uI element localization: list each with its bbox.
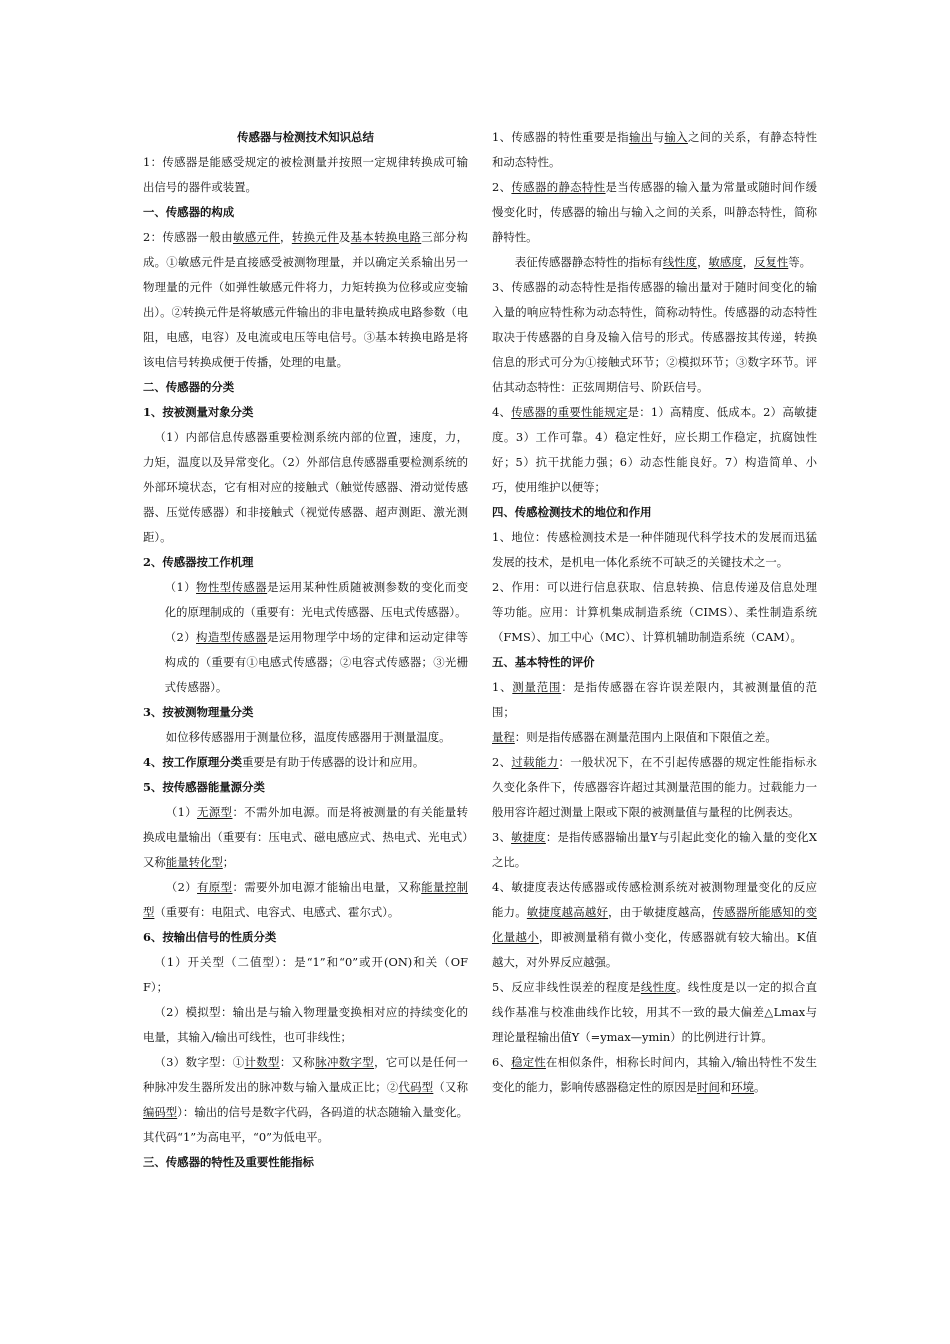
text-run: 重要是有助于传感器的设计和应用。 xyxy=(242,755,425,769)
paragraph xyxy=(143,1000,468,1050)
text-run: （2） xyxy=(164,630,197,644)
section-heading xyxy=(143,400,468,425)
text-run: ， xyxy=(280,230,292,244)
text-run: （重要有：电阻式、电容式、电感式、霍尔式）。 xyxy=(154,905,400,919)
underlined-term: 环境 xyxy=(731,1080,755,1094)
text-run: （又称 xyxy=(433,1080,468,1094)
paragraph xyxy=(492,975,817,1050)
text-run: （2） xyxy=(165,880,198,894)
text-run: （2）模拟型：输出是与输入物理量变换相对应的持续变化的电量，其输入/输出可线性，也可非线性； xyxy=(143,1005,468,1044)
paragraph xyxy=(143,950,468,1000)
text-run: ：需要外加电源才能输出电量，又称 xyxy=(232,880,422,894)
text-run: 4、敏捷度表达传感器或传感检测系统对被测物理量变化的反应能力。 xyxy=(492,880,817,919)
text-run: ，它可以是任何一种脉冲发生器所发出的脉冲数与输入量成正比；② xyxy=(143,1055,468,1094)
section-heading xyxy=(492,650,817,675)
section-heading xyxy=(143,1150,468,1175)
text-run: 2、 xyxy=(492,755,512,769)
text-run: 3、传感器的动态特性是指传感器的输出量对于随时间变化的输入量的响应特性称为动态特性，简称动特性。传感器的动态特性取决于传感器的自身及输入信号的形式。传感器按其传递，转换信息的形式可分为①接触式环节；②模拟环节；③数字环节。评估其动态特性：正弦周期信号、阶跃信号。 xyxy=(492,280,817,394)
text-run: 5、按传感器能量源分类 xyxy=(143,780,265,794)
text-run: 三、传感器的特性及重要性能指标 xyxy=(143,1155,314,1169)
text-run: 。线性度是以一定的拟合直线作基准与校准曲线作比较，用其不一致的最大偏差△Lmax与理论量程输出值Y（=ymax—ymin）的比例进行计算。 xyxy=(492,980,817,1044)
section-heading xyxy=(143,925,468,950)
text-run: 1、地位：传感检测技术是一种伴随现代科学技术的发展而迅猛发展的技术，是机电一体化系统不可缺乏的关键技术之一。 xyxy=(492,530,817,569)
paragraph xyxy=(492,275,817,400)
text-run: （1）内部信息传感器重要检测系统内部的位置，速度，力，力矩，温度以及异常变化。（2）外部信息传感器重要检测系统的外部环境状态，它有相对应的接触式（触觉传感器、滑动觉传感器、压觉传感器）和非接触式（视觉传感器、超声测距、激光测距）。 xyxy=(143,430,468,544)
paragraph xyxy=(492,1050,817,1100)
underlined-term: 输出 xyxy=(629,130,653,144)
underlined-term: 传感器的重要性能规定 xyxy=(511,405,628,419)
text-run: 是：1）高精度、低成本。2）高敏捷度。3）工作可靠。4）稳定性好，应长期工作稳定，抗腐蚀性好；5）抗干扰能力强；6）动态性能良好。7）构造简单、小巧，使用维护以便等； xyxy=(492,405,817,494)
text-run: 一、传感器的构成 xyxy=(143,205,235,219)
text-run: 在相似条件，相称长时间内，其输入/输出特性不发生变化的能力，影响传感器稳定性的原因是 xyxy=(492,1055,817,1094)
text-run: 5、反应非线性误差的程度是 xyxy=(492,980,641,994)
paragraph xyxy=(492,400,817,500)
paragraph xyxy=(492,825,817,875)
text-run: 1：传感器是能感受规定的被检测量并按照一定规律转换成可输出信号的器件或装置。 xyxy=(143,155,468,194)
paragraph xyxy=(143,750,468,775)
text-run: 三部分构成。①敏感元件是直接感受被测物理量，并以确定关系输出另一物理量的元件（如弹性敏感元件将力，力矩转换为位移或应变输出）。②转换元件是将敏感元件输出的非电量转换成电路参数（电阻，电感，电容）及电流或电压等电信号。③基本转换电路是将该电信号转换成便于传播，处理的电量。 xyxy=(143,230,468,369)
text-run: ，即被测量稍有微小变化，传感器就有较大输出。K值越大，对外界反应越强。 xyxy=(492,930,817,969)
text-run: 2、传感器按工作机理 xyxy=(143,555,254,569)
right-column xyxy=(492,125,817,1100)
text-run: 之间的关系，有静态特性和动态特性。 xyxy=(492,130,817,169)
text-run: ：是指传感器输出量Y与引起此变化的输入量的变化X之比。 xyxy=(492,830,817,869)
text-run: 1、 xyxy=(492,680,513,694)
underlined-term: 敏捷度越高越好 xyxy=(526,905,609,919)
left-column xyxy=(143,125,468,1175)
underlined-term: 代码型 xyxy=(398,1080,434,1094)
text-run: ：又称 xyxy=(279,1055,316,1069)
text-run: 1、传感器的特性重要是指 xyxy=(492,130,630,144)
section-heading xyxy=(143,375,468,400)
section-heading xyxy=(143,550,468,575)
underlined-term: 能量控制型 xyxy=(143,880,468,919)
text-run: ， xyxy=(697,255,709,269)
paragraph xyxy=(143,875,468,925)
underlined-term: 有原型 xyxy=(197,880,233,894)
underlined-term: 敏感度 xyxy=(708,255,743,269)
text-run: 等。 xyxy=(788,255,812,269)
text-run: 五、基本特性的评价 xyxy=(492,655,595,669)
document-title xyxy=(143,125,468,150)
paragraph xyxy=(492,175,817,250)
text-run: ； xyxy=(222,855,235,869)
paragraph xyxy=(492,575,817,650)
text-run: 和 xyxy=(719,1080,732,1094)
underlined-term: 测量范围 xyxy=(512,680,562,694)
text-run: 是当传感器的输入量为常量或随时间作缓慢变化时，传感器的输出与输入之间的关系，叫静态特性，简称静特性。 xyxy=(492,180,817,244)
paragraph xyxy=(492,125,817,175)
text-run: 如位移传感器用于测量位移，温度传感器用于测量温度。 xyxy=(165,730,451,744)
underlined-term: 量程 xyxy=(492,730,515,744)
text-run: ：是指传感器在容许误差限内，其被测量值的范围； xyxy=(492,680,817,719)
paragraph xyxy=(143,575,468,625)
paragraph xyxy=(492,875,817,975)
text-run: 表征传感器静态特性的指标有 xyxy=(514,255,663,269)
underlined-term: 输入 xyxy=(664,130,688,144)
paragraph xyxy=(143,725,468,750)
underlined-term: 反复性 xyxy=(754,255,789,269)
text-run: ）：输出的信号是数字代码，各码道的状态随输入量变化。其代码“1”为高电平，“0”为低电平。 xyxy=(143,1105,468,1144)
paragraph xyxy=(143,225,468,375)
text-run: 是运用物理学中场的定律和运动定律等构成的（重要有①电感式传感器；②电容式传感器；③光栅式传感器）。 xyxy=(164,630,468,694)
text-run: （1） xyxy=(165,805,198,819)
text-run: ：不需外加电源。而是将被测量的有关能量转换成电量输出（重要有：压电式、磁电感应式、热电式、光电式）又称 xyxy=(143,805,468,869)
underlined-term: 转换元件 xyxy=(291,230,339,244)
text-run: 与 xyxy=(652,130,665,144)
text-run: 四、传感检测技术的地位和作用 xyxy=(492,505,652,519)
text-run: 6、按输出信号的性质分类 xyxy=(143,930,277,944)
paragraph xyxy=(143,625,468,700)
text-run: ：则是指传感器在测量范围内上限值和下限值之差。 xyxy=(514,730,777,744)
paragraph xyxy=(492,725,817,750)
paragraph xyxy=(143,1050,468,1150)
section-heading xyxy=(143,200,468,225)
underlined-term: 能量转化型 xyxy=(165,855,223,869)
underlined-term: 敏感元件 xyxy=(232,230,281,244)
text-run: 6、 xyxy=(492,1055,512,1069)
underlined-term: 基本转换电路 xyxy=(350,230,422,244)
underlined-term: 稳定性 xyxy=(511,1055,546,1069)
section-heading xyxy=(492,500,817,525)
text-run: 二、传感器的分类 xyxy=(143,380,235,394)
underlined-term: 无源型 xyxy=(197,805,233,819)
text-run: 4、 xyxy=(492,405,512,419)
text-run: 1、按被测量对象分类 xyxy=(143,405,254,419)
text-run: 3、 xyxy=(492,830,512,844)
bold-run: 4、按工作原理分类 xyxy=(143,755,243,769)
paragraph xyxy=(492,675,817,725)
text-run: ，由于敏捷度越高， xyxy=(608,905,713,919)
text-run: 传感器与检测技术知识总结 xyxy=(237,130,374,144)
underlined-term: 传感器所能感知的变化量越小 xyxy=(492,905,817,944)
underlined-term: 线性度 xyxy=(640,980,677,994)
paragraph xyxy=(492,750,817,825)
text-run: 是运用某种性质随被测参数的变化而变化的原理制成的（重要有：光电式传感器、压电式传感器）。 xyxy=(164,580,468,619)
underlined-term: 编码型 xyxy=(143,1105,178,1119)
paragraph xyxy=(492,250,817,275)
underlined-term: 计数型 xyxy=(244,1055,280,1069)
underlined-term: 线性度 xyxy=(662,255,698,269)
text-run: 及 xyxy=(338,230,351,244)
underlined-term: 传感器的静态特性 xyxy=(511,180,606,194)
text-run: ：一般状况下，在不引起传感器的规定性能指标永久变化条件下，传感器容许超过其测量范围的能力。过载能力一般用容许超过测量上限或下限的被测量值与量程的比例表达。 xyxy=(492,755,817,819)
underlined-term: 构造型传感器 xyxy=(196,630,268,644)
underlined-term: 脉冲数字型 xyxy=(315,1055,375,1069)
text-run: （3）数字型：① xyxy=(154,1055,245,1069)
text-run: 2：传感器一般由 xyxy=(143,230,233,244)
underlined-term: 敏捷度 xyxy=(511,830,546,844)
underlined-term: 过载能力 xyxy=(511,755,559,769)
paragraph xyxy=(143,800,468,875)
underlined-term: 物性型传感器 xyxy=(196,580,268,594)
text-run: 2、作用：可以进行信息获取、信息转换、信息传递及信息处理等功能。应用：计算机集成制造系统（CIMS）、柔性制造系统（FMS）、加工中心（MC）、计算机辅助制造系统（CAM）。 xyxy=(492,580,817,644)
paragraph xyxy=(143,425,468,550)
text-run: 。 xyxy=(754,1080,766,1094)
text-run: （1） xyxy=(164,580,197,594)
paragraph xyxy=(143,150,468,200)
text-run: 2、 xyxy=(492,180,512,194)
section-heading xyxy=(143,775,468,800)
underlined-term: 时间 xyxy=(697,1080,720,1094)
paragraph xyxy=(492,525,817,575)
text-run: ， xyxy=(742,255,755,269)
text-run: 3、按被测物理量分类 xyxy=(143,705,254,719)
text-run: （1）开关型（二值型）：是“1”和“0”或开(ON)和关（OFF）； xyxy=(143,955,468,994)
section-heading xyxy=(143,700,468,725)
